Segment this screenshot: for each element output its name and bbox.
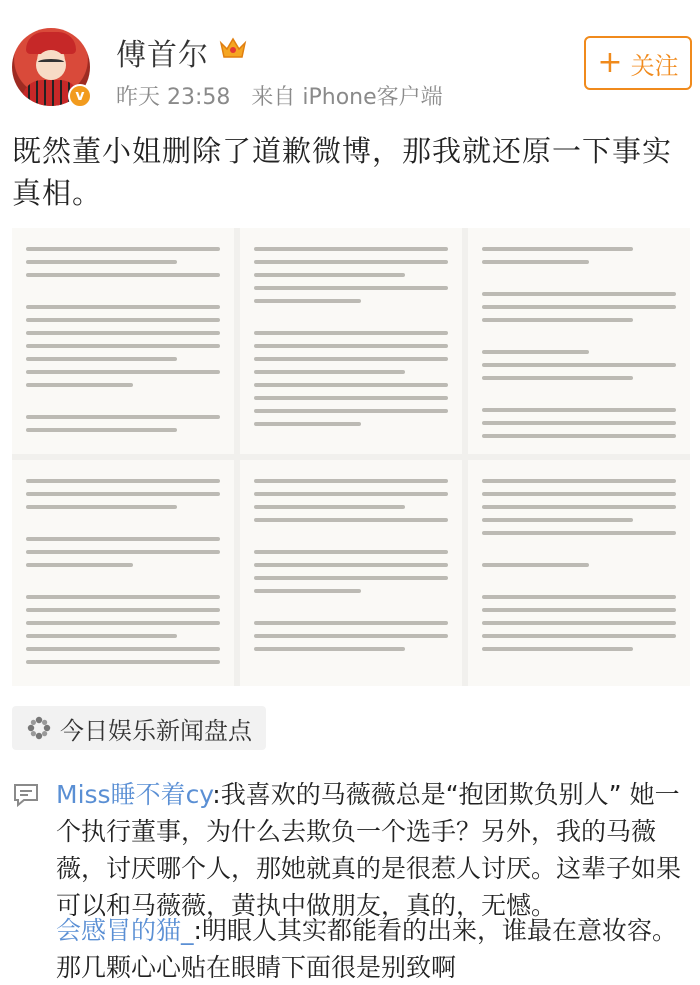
topic-tag[interactable] xyxy=(12,706,266,750)
username[interactable]: 傅首尔 xyxy=(116,38,209,73)
follow-button[interactable] xyxy=(584,36,692,90)
post-header xyxy=(0,0,700,125)
plus-icon: + xyxy=(597,45,623,80)
avatar-eyes-shape xyxy=(38,59,64,65)
post-meta xyxy=(116,80,457,111)
post-source: 来自 iPhone客户端 xyxy=(251,85,443,110)
post-text: 既然董小姐删除了道歉微博，那我就还原一下事实真相。 xyxy=(12,134,673,210)
topic-flower-icon xyxy=(26,715,52,741)
post-time: 昨天 23:58 xyxy=(116,85,231,110)
verified-badge-icon: v xyxy=(68,84,92,108)
follow-button-label: 关注 xyxy=(630,51,679,80)
topic-label: 今日娱乐新闻盘点 xyxy=(60,716,252,745)
post-image-1[interactable] xyxy=(12,228,234,454)
post-image-4[interactable] xyxy=(12,460,234,686)
avatar-face-shape xyxy=(36,50,66,80)
post-image-6[interactable] xyxy=(468,460,690,686)
comment-author[interactable]: 会感冒的猫_ xyxy=(56,916,194,945)
comment-text: :明眼人其实都能看的出来，谁最在意妆容。那几颗心心贴在眼睛下面很是别致啊 xyxy=(56,916,677,982)
comment-author[interactable]: Miss睡不着cy xyxy=(56,780,213,809)
post-image-grid[interactable] xyxy=(12,228,690,686)
comment-text: :我喜欢的马薇薇总是“抱团欺负别人” 她一个执行董事，为什么去欺负一个选手？另外，我的马薇薇，讨厌哪个人，那她就真的是很惹人讨厌。这辈子如果可以和马薇薇，黄执中做朋友，真的，无憾。 xyxy=(56,780,682,920)
post-image-5[interactable] xyxy=(240,460,462,686)
crown-badge-icon xyxy=(218,34,248,62)
post-image-3[interactable] xyxy=(468,228,690,454)
post-image-2[interactable] xyxy=(240,228,462,454)
comment-item xyxy=(56,776,696,924)
comment-bubble-icon xyxy=(12,782,40,808)
comment-item xyxy=(56,912,696,985)
